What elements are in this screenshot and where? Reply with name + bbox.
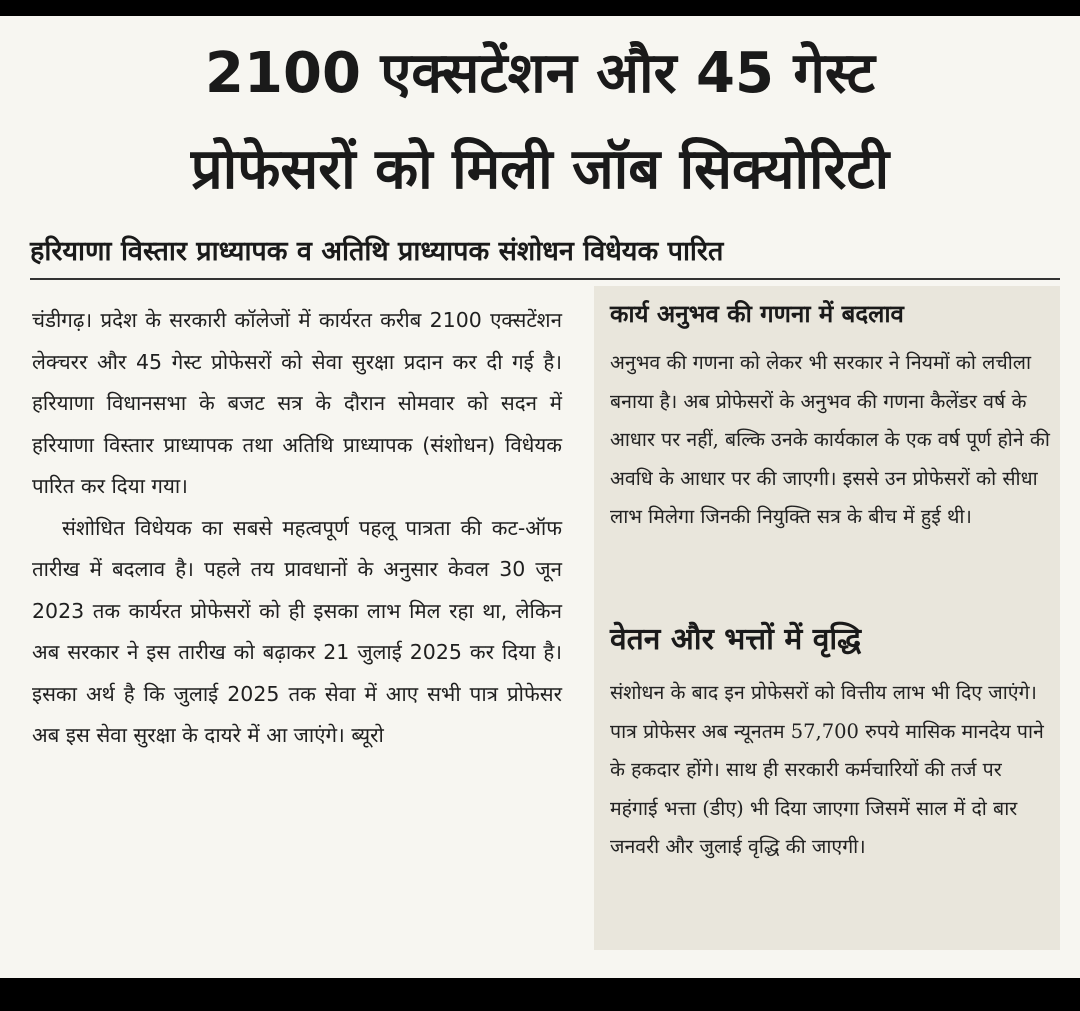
article-paragraph-2: संशोधित विधेयक का सबसे महत्वपूर्ण पहलू पात्रता की कट-ऑफ तारीख में बदलाव है। पहले तय प्रावधानों के अनुसार केवल 30 जून 2023 तक कार्यरत प्रोफेसरों को ही इसका लाभ मिल रहा था, लेकिन अब सरकार ने इस तारीख को बढ़ाकर 21 जुलाई 2025 कर दिया है। इसका अर्थ है कि जुलाई 2025 तक सेवा में आए सभी पात्र प्रोफेसर अब इस सेवा सुरक्षा के दायरे में आ जाएंगे। ब्यूरो bbox=[32, 515, 562, 747]
headline-line-1: 2100 एक्सटेंशन और 45 गेस्ट bbox=[205, 41, 875, 106]
article-paragraph-1: चंडीगढ़। प्रदेश के सरकारी कॉलेजों में कार्यरत करीब 2100 एक्सटेंशन लेक्चरर और 45 गेस्ट प्रोफेसरों को सेवा सुरक्षा प्रदान कर दी गई है। हरियाणा विधानसभा के बजट सत्र के दौरान सोमवार को सदन में हरियाणा विस्तार प्राध्यापक तथा अतिथि प्राध्यापक (संशोधन) विधेयक पारित कर दिया गया। bbox=[32, 308, 562, 498]
bottom-black-bar bbox=[0, 978, 1080, 1011]
sidebar-heading-salary: वेतन और भत्तों में वृद्धि bbox=[610, 622, 862, 657]
subheadline-divider bbox=[30, 278, 1060, 280]
sidebar-body-experience: अनुभव की गणना को लेकर भी सरकार ने नियमों को लचीला बनाया है। अब प्रोफेसरों के अनुभव की गणना कैलेंडर वर्ष के आधार पर नहीं, बल्कि उनके कार्यकाल के एक वर्ष पूर्ण होने की अवधि के आधार पर की जाएगी। इससे उन प्रोफेसरों को सीधा लाभ मिलेगा जिनकी नियुक्ति सत्र के बीच में हुई थी। bbox=[610, 351, 1050, 528]
subheadline: हरियाणा विस्तार प्राध्यापक व अतिथि प्राध्यापक संशोधन विधेयक पारित bbox=[30, 236, 724, 267]
sidebar-body-salary: संशोधन के बाद इन प्रोफेसरों को वित्तीय लाभ भी दिए जाएंगे। पात्र प्रोफेसर अब न्यूनतम 57,700 रुपये मासिक मानदेय पाने के हकदार होंगे। साथ ही सरकारी कर्मचारियों की तर्ज पर महंगाई भत्ता (डीए) भी दिया जाएगा जिसमें साल में दो बार जनवरी और जुलाई वृद्धि की जाएगी। bbox=[610, 681, 1044, 858]
article-body bbox=[32, 300, 562, 757]
headline-line-2: प्रोफेसरों को मिली जॉब सिक्योरिटी bbox=[190, 137, 890, 202]
sidebar-heading-experience: कार्य अनुभव की गणना में बदलाव bbox=[610, 300, 904, 328]
